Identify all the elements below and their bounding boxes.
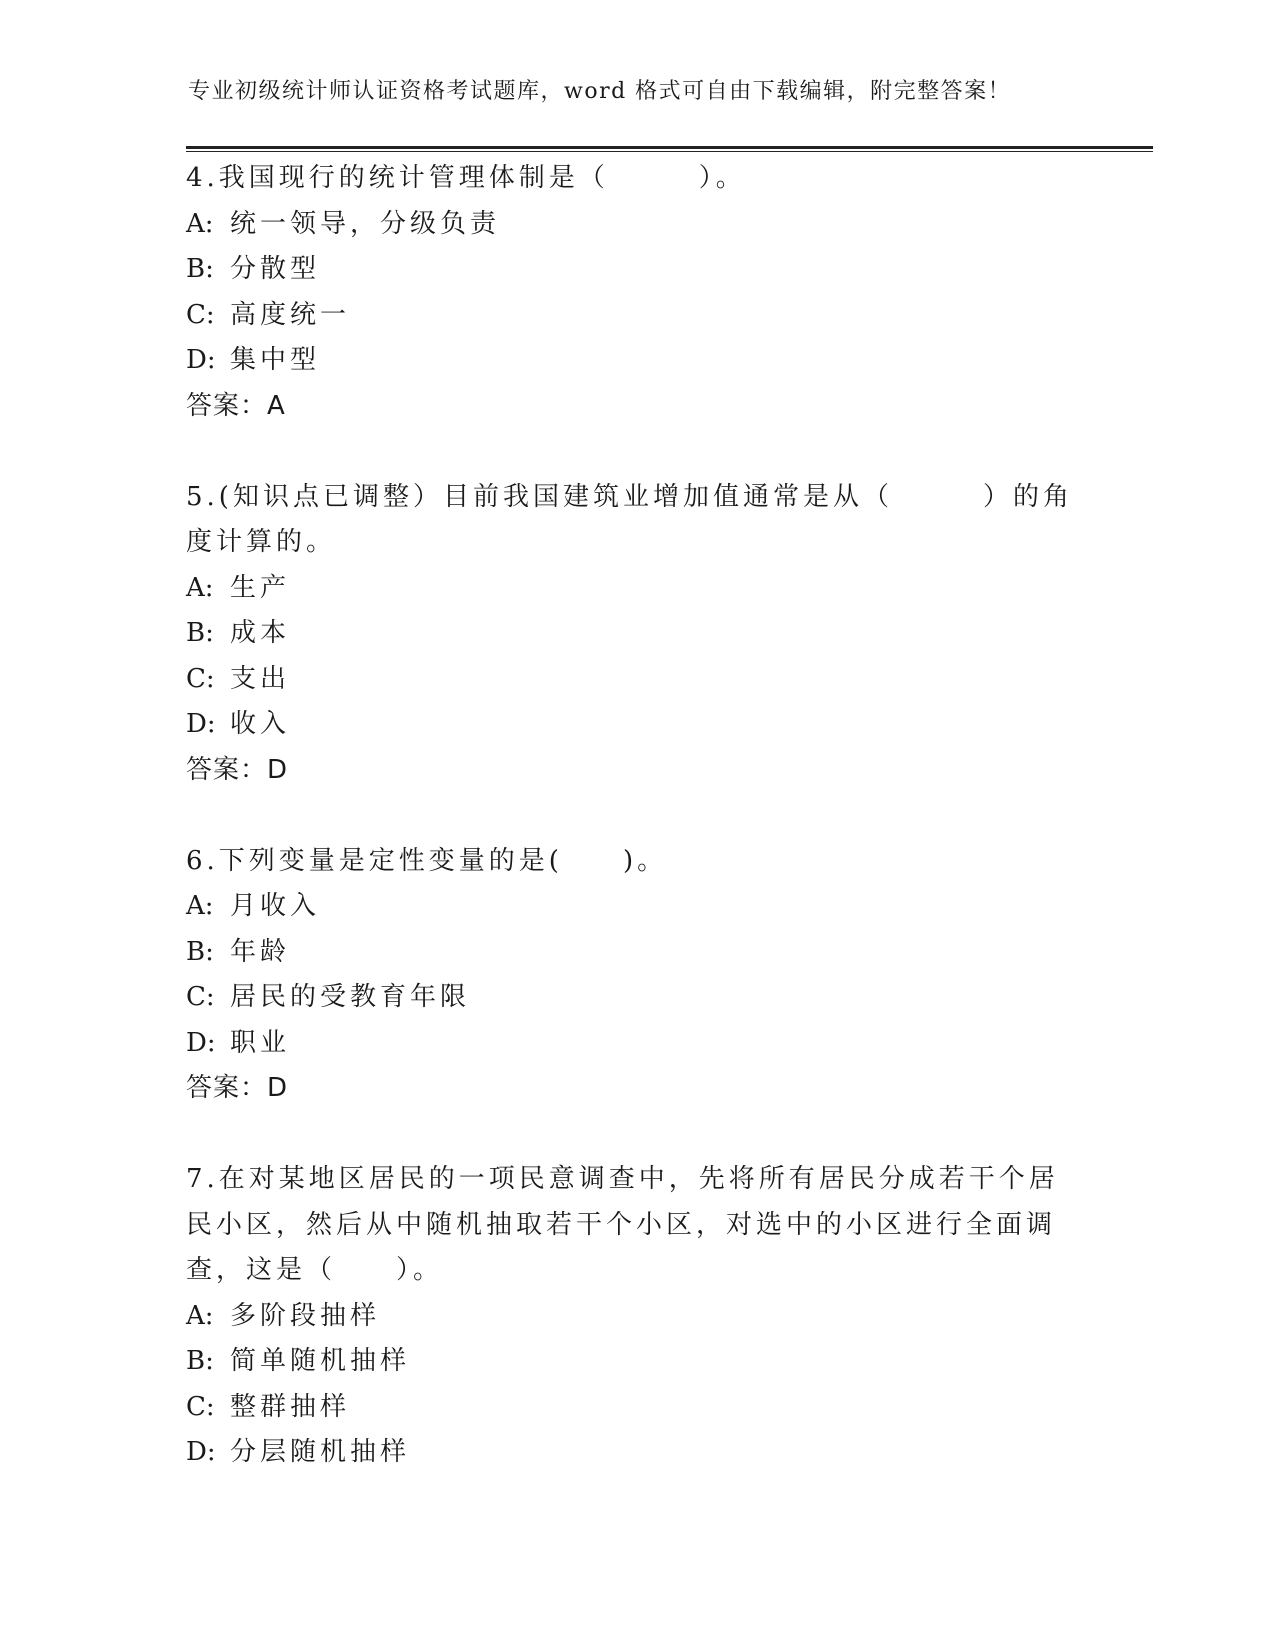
option-letter: B: bbox=[186, 618, 214, 648]
option-text: 分散型 bbox=[230, 254, 321, 284]
option-a bbox=[186, 566, 1086, 612]
question-list bbox=[186, 156, 1086, 1476]
option-text: 高度统一 bbox=[230, 299, 351, 330]
option-letter: D: bbox=[186, 1027, 216, 1058]
option-b bbox=[186, 247, 1086, 293]
option-letter: D: bbox=[186, 1437, 216, 1467]
option-text: 支出 bbox=[230, 663, 291, 694]
answer-line: 答案：D bbox=[186, 754, 289, 785]
option-text: 整群抽样 bbox=[230, 1391, 351, 1422]
spacer bbox=[186, 793, 1086, 839]
option-text: 收入 bbox=[230, 709, 291, 739]
option-letter: B: bbox=[186, 1346, 214, 1376]
option-text: 居民的受教育年限 bbox=[230, 982, 471, 1012]
question-stem: 6.下列变量是定性变量的是( )。 bbox=[186, 845, 668, 876]
header-divider-thick bbox=[186, 146, 1153, 149]
option-letter: C: bbox=[186, 982, 215, 1012]
option-letter: A: bbox=[186, 1300, 214, 1331]
option-letter: B: bbox=[186, 254, 214, 284]
question-stem: 7.在对某地区居民的一项民意调查中，先将所有居民分成若干个居民小区，然后从中随机抽取若干个小区，对选中的小区进行全面调查，这是（ ）。 bbox=[186, 1164, 1059, 1285]
option-a bbox=[186, 1294, 1086, 1340]
option-text: 分层随机抽样 bbox=[230, 1437, 411, 1467]
option-letter: B: bbox=[186, 936, 214, 967]
option-a bbox=[186, 202, 1086, 248]
option-text: 多阶段抽样 bbox=[230, 1300, 381, 1331]
option-letter: A: bbox=[186, 572, 214, 603]
option-letter: C: bbox=[186, 663, 215, 694]
question-7 bbox=[186, 1157, 1086, 1476]
question-5 bbox=[186, 475, 1086, 794]
option-b bbox=[186, 930, 1086, 976]
option-letter: C: bbox=[186, 1391, 215, 1422]
page-header: 专业初级统计师认证资格考试题库，word 格式可自由下载编辑，附完整答案！ bbox=[188, 79, 1012, 104]
option-text: 成本 bbox=[230, 618, 291, 648]
option-letter: D: bbox=[186, 709, 216, 739]
option-text: 职业 bbox=[230, 1027, 291, 1058]
option-c bbox=[186, 975, 1086, 1021]
spacer bbox=[186, 429, 1086, 475]
header-divider-thin bbox=[186, 151, 1153, 152]
option-b bbox=[186, 611, 1086, 657]
option-c bbox=[186, 1385, 1086, 1431]
option-d bbox=[186, 702, 1086, 748]
question-stem: 4.我国现行的统计管理体制是（ ）。 bbox=[186, 163, 746, 193]
option-text: 年龄 bbox=[230, 936, 291, 967]
question-stem: 5.(知识点已调整）目前我国建筑业增加值通常是从（ ）的角度计算的。 bbox=[186, 481, 1073, 557]
answer-line: 答案：A bbox=[186, 390, 286, 421]
spacer bbox=[186, 1112, 1086, 1158]
option-text: 月收入 bbox=[230, 891, 321, 921]
option-c bbox=[186, 293, 1086, 339]
option-c bbox=[186, 657, 1086, 703]
answer-line: 答案：D bbox=[186, 1073, 289, 1103]
option-text: 统一领导，分级负责 bbox=[230, 208, 501, 239]
option-d bbox=[186, 338, 1086, 384]
option-d bbox=[186, 1021, 1086, 1067]
option-letter: D: bbox=[186, 345, 216, 375]
option-b bbox=[186, 1339, 1086, 1385]
option-a bbox=[186, 884, 1086, 930]
question-6 bbox=[186, 839, 1086, 1112]
option-letter: C: bbox=[186, 299, 215, 330]
option-letter: A: bbox=[186, 208, 214, 239]
option-d bbox=[186, 1430, 1086, 1476]
option-text: 简单随机抽样 bbox=[230, 1346, 411, 1376]
option-letter: A: bbox=[186, 891, 214, 921]
option-text: 生产 bbox=[230, 572, 291, 603]
question-4 bbox=[186, 156, 1086, 429]
option-text: 集中型 bbox=[230, 345, 321, 375]
